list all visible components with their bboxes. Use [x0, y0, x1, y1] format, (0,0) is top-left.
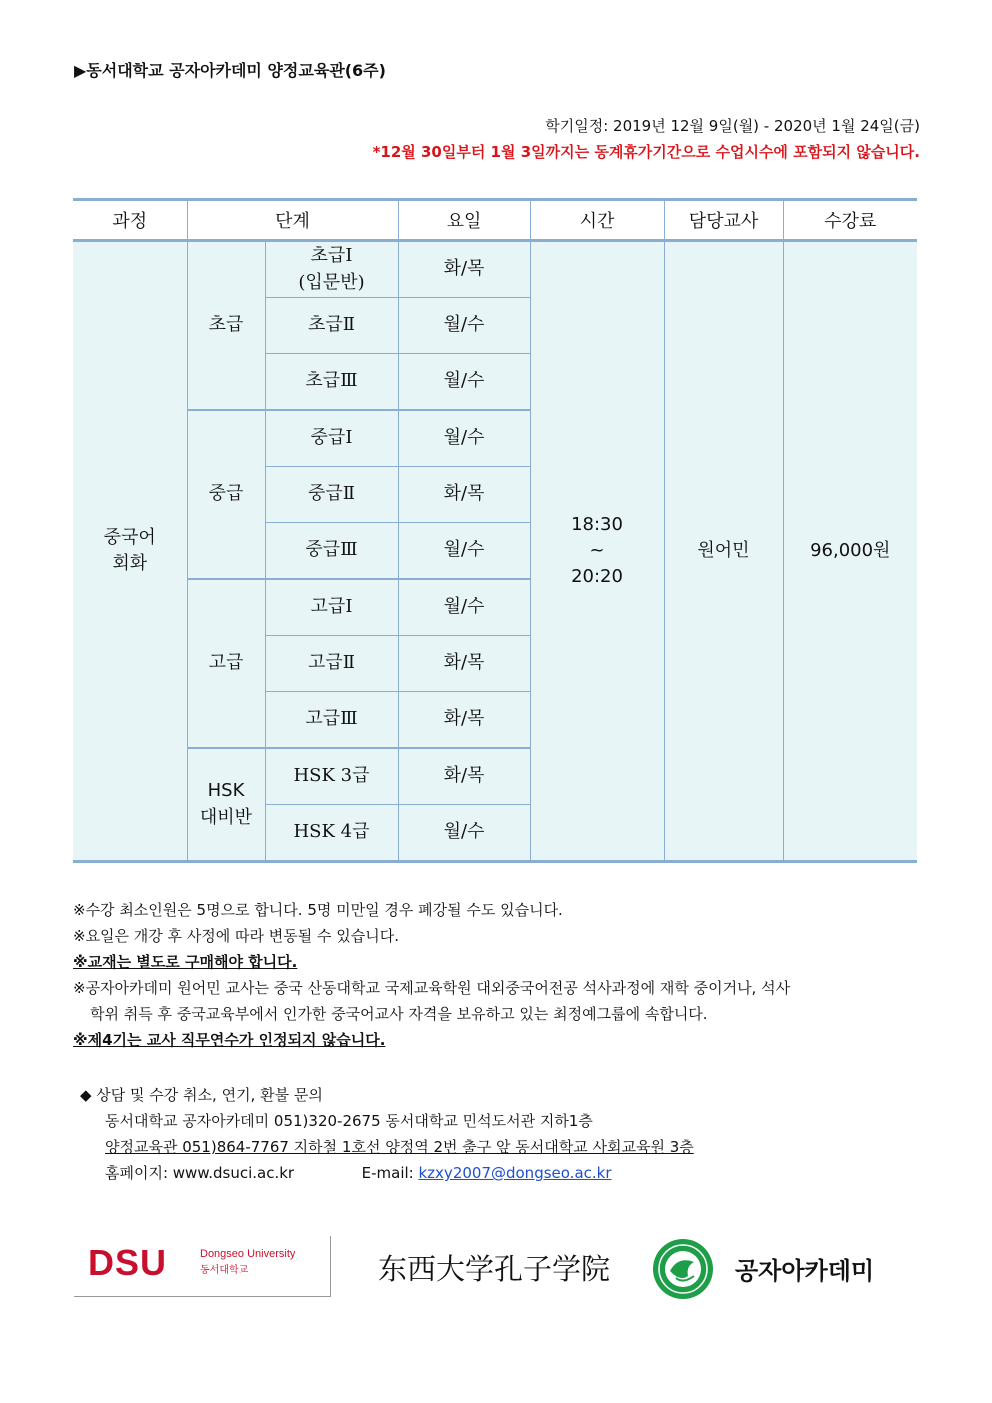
days-cell: 월/수	[398, 410, 530, 467]
note-teachers-cont: 학위 취득 후 중국교육부에서 인가한 중국어교사 자격을 보유하고 있는 최정예그룹에 속합니다.	[90, 1005, 708, 1023]
days-cell: 화/목	[398, 241, 530, 298]
col-header-course: 과정	[73, 200, 187, 241]
email-label: E-mail:	[361, 1164, 419, 1182]
confucius-institute-chinese-name: 东西大学孔子学院	[378, 1252, 611, 1286]
days-cell: 화/목	[398, 467, 530, 523]
col-header-time: 시간	[530, 200, 664, 241]
level-subname: (입문반)	[298, 271, 365, 293]
level-cell: 중급Ⅰ	[265, 410, 398, 467]
group-cell-intermediate: 중급	[187, 410, 265, 579]
contact-heading: ◆ 상담 및 수강 취소, 연기, 환불 문의	[80, 1086, 323, 1104]
group-cell-hsk	[187, 748, 265, 862]
contact-main-office: 동서대학교 공자아카데미 051)320-2675 동서대학교 민석도서관 지하1층	[105, 1112, 593, 1130]
days-cell: 월/수	[398, 579, 530, 636]
notes-section	[73, 897, 923, 1053]
holiday-notice: *12월 30일부터 1월 3일까지는 동계휴가기간으로 수업시수에 포함되지 않습니다.	[372, 143, 920, 161]
days-cell: 월/수	[398, 523, 530, 580]
table-row	[73, 241, 917, 298]
dsu-logo-english: Dongseo University	[200, 1248, 296, 1260]
days-cell: 월/수	[398, 298, 530, 354]
col-header-fee: 수강료	[783, 200, 917, 241]
level-cell: HSK 3급	[265, 748, 398, 805]
teacher-cell: 원어민	[664, 241, 783, 862]
days-cell: 월/수	[398, 354, 530, 411]
level-cell: 초급Ⅲ	[265, 354, 398, 411]
group-name-line1: HSK	[207, 780, 245, 802]
contact-section	[80, 1082, 694, 1186]
time-cell	[530, 241, 664, 862]
course-table	[73, 198, 917, 863]
days-cell: 화/목	[398, 692, 530, 749]
level-cell: 중급Ⅲ	[265, 523, 398, 580]
course-name-line1: 중국어	[103, 526, 156, 548]
level-cell: 고급Ⅰ	[265, 579, 398, 636]
note-teachers: ※공자아카데미 원어민 교사는 중국 산동대학교 국제교육학원 대외중국어전공 석사과정에 재학 중이거나, 석사	[73, 979, 791, 997]
page-title: ▶동서대학교 공자아카데미 양정교육관(6주)	[74, 61, 386, 80]
time-start: 18:30	[571, 513, 623, 535]
semester-schedule: 학기일정: 2019년 12월 9일(월) - 2020년 1월 24일(금)	[545, 117, 920, 135]
level-cell: 초급Ⅱ	[265, 298, 398, 354]
email-link[interactable]: kzxy2007@dongseo.ac.kr	[418, 1164, 612, 1182]
course-cell	[73, 241, 187, 862]
group-cell-beginner: 초급	[187, 241, 265, 411]
note-min-enrollment: ※수강 최소인원은 5명으로 합니다. 5명 미만일 경우 폐강될 수도 있습니다.	[73, 901, 563, 919]
time-end: 20:20	[571, 566, 623, 588]
col-header-days: 요일	[398, 200, 530, 241]
confucius-emblem-icon	[652, 1238, 714, 1300]
note-training: ※제4기는 교사 직무연수가 인정되지 않습니다.	[73, 1031, 386, 1049]
time-separator: ~	[589, 539, 605, 561]
note-days-change: ※요일은 개강 후 사정에 따라 변동될 수 있습니다.	[73, 927, 400, 945]
fee-cell: 96,000원	[783, 241, 917, 862]
group-cell-advanced: 고급	[187, 579, 265, 748]
note-textbook: ※교재는 별도로 구매해야 합니다.	[73, 953, 298, 971]
level-cell: HSK 4급	[265, 805, 398, 862]
level-cell: 고급Ⅱ	[265, 636, 398, 692]
level-cell	[265, 241, 398, 298]
course-name-line2: 회화	[112, 553, 148, 574]
level-name: 초급Ⅰ	[310, 245, 353, 267]
confucius-institute-korean-name: 공자아카데미	[735, 1257, 875, 1285]
dsu-logo	[74, 1236, 331, 1297]
table-header-row	[73, 200, 917, 241]
group-name-line2: 대비반	[199, 806, 253, 828]
days-cell: 화/목	[398, 636, 530, 692]
level-cell: 중급Ⅱ	[265, 467, 398, 523]
level-cell: 고급Ⅲ	[265, 692, 398, 749]
col-header-level: 단계	[187, 200, 398, 241]
col-header-teacher: 담당교사	[664, 200, 783, 241]
dsu-logo-korean: 동서대학교	[200, 1265, 249, 1276]
days-cell: 화/목	[398, 748, 530, 805]
days-cell: 월/수	[398, 805, 530, 862]
contact-yangjeong: 양정교육관 051)864-7767 지하철 1호선 양정역 2번 출구 앞 동서대학교 사회교육원 3층	[105, 1138, 694, 1156]
homepage-text[interactable]: 홈페이지: www.dsuci.ac.kr	[105, 1164, 295, 1182]
contact-web	[80, 1160, 694, 1186]
dsu-logo-text: DSU	[88, 1242, 168, 1283]
